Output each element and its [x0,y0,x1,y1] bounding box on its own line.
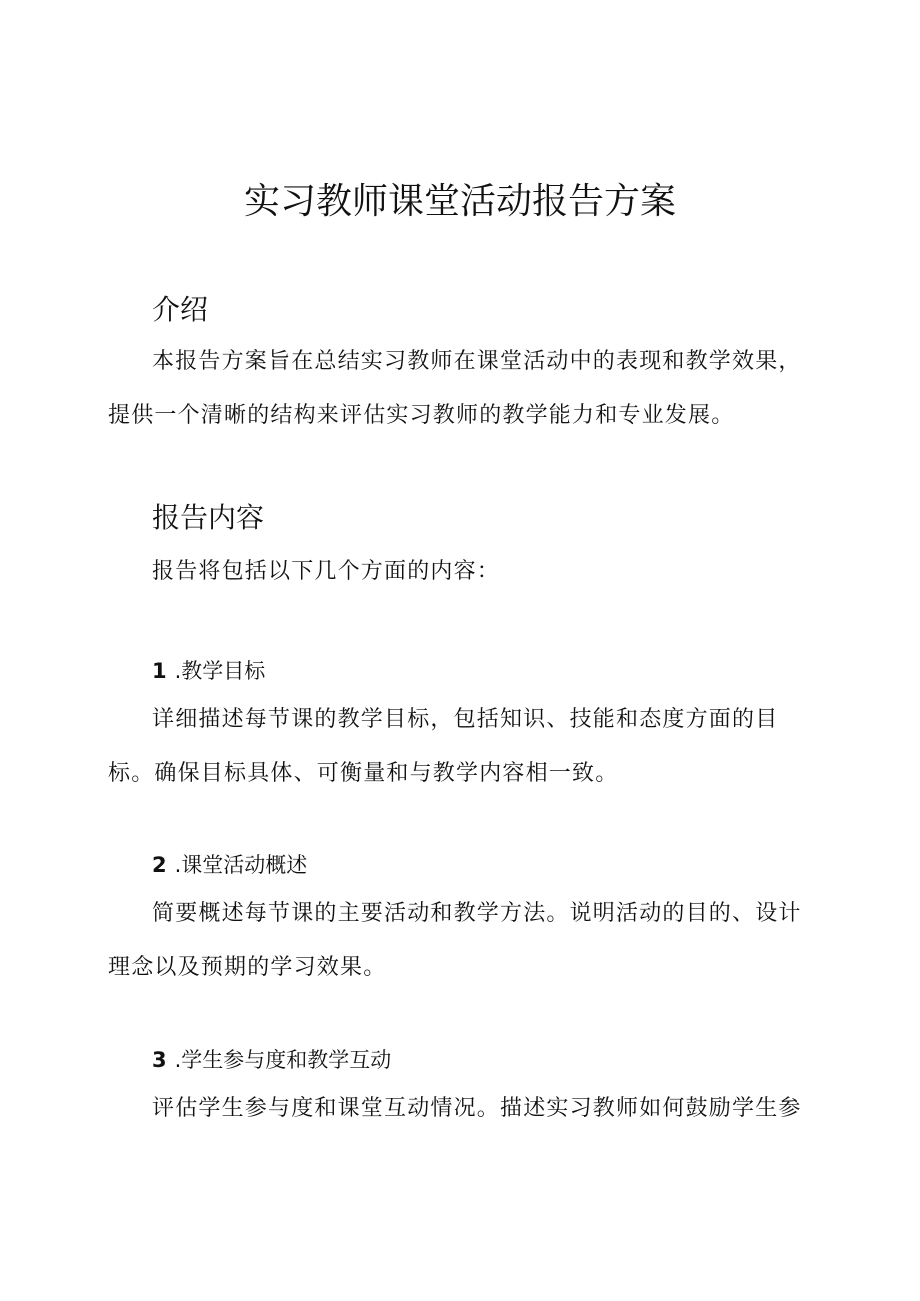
item-number-2: 2 [152,853,167,877]
section-heading-content: 报告内容 [152,501,265,534]
item-title-3: .学生参与度和教学互动 [174,1048,392,1072]
item-title-1: .教学目标 [174,659,266,683]
item-number-1: 1 [152,659,167,683]
document-title: 实习教师课堂活动报告方案 [243,181,676,222]
paragraph-content: 报告将包括以下几个方面的内容： [152,559,501,584]
paragraph-item-1: 详细描述每节课的教学目标，包括知识、技能和态度方面的目标。确保目标具体、可衡量和与教学内容相一致。 [108,707,779,786]
item-heading-1 [152,656,265,686]
paragraph-item-2: 简要概述每节课的主要活动和教学方法。说明活动的目的、设计理念以及预期的学习效果。 [108,901,802,980]
paragraph-item-3: 评估学生参与度和课堂互动情况。描述实习教师如何鼓励学生参 [152,1096,802,1121]
item-title-2: .课堂活动概述 [174,853,308,877]
item-heading-2 [152,850,307,880]
item-number-3: 3 [152,1048,167,1072]
item-heading-3 [152,1045,391,1075]
section-heading-intro: 介绍 [152,293,209,326]
paragraph-intro: 本报告方案旨在总结实习教师在课堂活动中的表现和教学效果，提供一个清晰的结构来评估实习教师的教学能力和专业发展。 [108,349,802,428]
